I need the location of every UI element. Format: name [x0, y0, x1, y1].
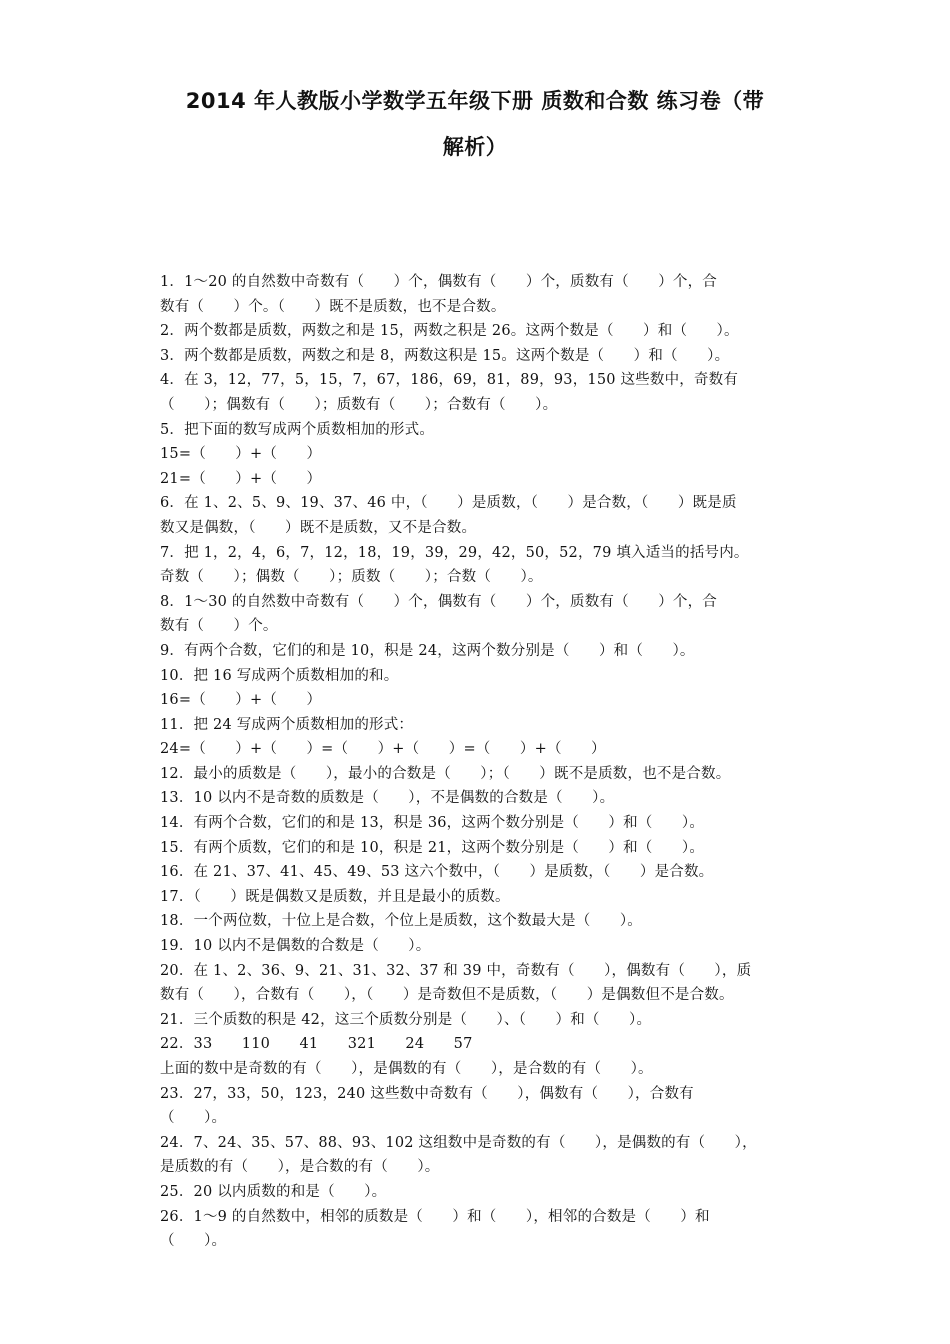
question-line: （ ）。 — [160, 1110, 227, 1127]
question-line: 16=（ ）+（ ） — [160, 692, 322, 709]
document-title — [150, 78, 800, 170]
question-line: 8．1～30 的自然数中奇数有（ ）个，偶数有（ ）个，质数有（ ）个，合 — [160, 593, 718, 610]
question-line: 21．三个质数的积是 42，这三个质数分别是（ ）、（ ）和（ ）。 — [160, 1011, 652, 1028]
question-line: 11．把 24 写成两个质数相加的形式： — [160, 716, 414, 733]
question-line: 14．有两个合数，它们的和是 13，积是 36，这两个数分别是（ ）和（ ）。 — [160, 815, 705, 832]
title-line-2: 解析） — [442, 135, 508, 159]
question-line: 12．最小的质数是（ ），最小的合数是（ ）；（ ）既不是质数，也不是合数。 — [160, 765, 731, 782]
question-line: 9．有两个合数，它们的和是 10，积是 24，这两个数分别是（ ）和（ ）。 — [160, 642, 695, 659]
question-line: 数有（ ）个。（ ）既不是质数，也不是合数。 — [160, 298, 506, 315]
question-line: 5．把下面的数写成两个质数相加的形式。 — [160, 421, 435, 438]
question-line: 21=（ ）+（ ） — [160, 470, 322, 487]
question-line: 10．把 16 写成两个质数相加的和。 — [160, 667, 399, 684]
question-line: 1．1～20 的自然数中奇数有（ ）个，偶数有（ ）个，质数有（ ）个，合 — [160, 274, 718, 290]
question-list — [160, 270, 800, 1254]
question-line: 20．在 1、2、36、9、21、31、32、37 和 39 中，奇数有（ ），偶数有（ ），质 — [160, 962, 752, 979]
question-line: 23．27，33，50，123，240 这些数中奇数有（ ），偶数有（ ），合数有 — [160, 1085, 694, 1102]
question-line: 13．10 以内不是奇数的质数是（ ），不是偶数的合数是（ ）。 — [160, 790, 615, 807]
question-line: 15．有两个质数，它们的和是 10，积是 21，这两个数分别是（ ）和（ ）。 — [160, 839, 705, 856]
title-line-1: 2014 年人教版小学数学五年级下册 质数和合数 练习卷（带 — [185, 89, 765, 113]
question-line: 6．在 1、2、5、9、19、37、46 中，（ ）是质数，（ ）是合数，（ ）既是质 — [160, 495, 737, 512]
question-line: 17．（ ）既是偶数又是质数，并且是最小的质数。 — [160, 888, 510, 905]
question-line: 3．两个数都是质数，两数之和是 8，两数这积是 15。这两个数是（ ）和（ ）。 — [160, 347, 730, 364]
question-line: 7．把 1，2，4，6，7，12，18，19，39，29，42，50，52，79 填入适当的括号内。 — [160, 544, 749, 561]
question-line: 22．33 110 41 321 24 57 — [160, 1036, 473, 1053]
question-line: 是质数的有（ ），是合数的有（ ）。 — [160, 1159, 440, 1176]
question-line: 数又是偶数，（ ）既不是质数，又不是合数。 — [160, 519, 477, 536]
question-line: 2．两个数都是质数，两数之和是 15，两数之积是 26。这两个数是（ ）和（ ）。 — [160, 323, 739, 340]
question-line: 数有（ ）个。 — [160, 618, 278, 635]
question-line: 4．在 3，12，77，5，15，7，67，186，69，81，89，93，150 这些数中，奇数有 — [160, 372, 739, 389]
question-line: 18．一个两位数，十位上是合数，个位上是质数，这个数最大是（ ）。 — [160, 913, 642, 930]
question-line: 26．1～9 的自然数中，相邻的质数是（ ）和（ ），相邻的合数是（ ）和 — [160, 1208, 710, 1225]
question-line: （ ）。 — [160, 1233, 227, 1250]
question-line: 24=（ ）+（ ）=（ ）+（ ）=（ ）+（ ） — [160, 741, 606, 758]
question-line: 19．10 以内不是偶数的合数是（ ）。 — [160, 938, 431, 955]
question-line: 奇数（ ）；偶数（ ）；质数（ ）；合数（ ）。 — [160, 569, 543, 586]
question-line: 24．7、24、35、57、88、93、102 这组数中是奇数的有（ ），是偶数的有（ ）， — [160, 1134, 757, 1151]
question-line: 数有（ ），合数有（ ），（ ）是奇数但不是质数，（ ）是偶数但不是合数。 — [160, 987, 734, 1004]
question-line: 上面的数中是奇数的有（ ），是偶数的有（ ），是合数的有（ ）。 — [160, 1061, 653, 1077]
question-line: 15=（ ）+（ ） — [160, 446, 322, 463]
question-line: 25．20 以内质数的和是（ ）。 — [160, 1183, 387, 1200]
question-line: 16．在 21、37、41、45、49、53 这六个数中，（ ）是质数，（ ）是合数。 — [160, 864, 714, 881]
question-line: （ ）；偶数有（ ）；质数有（ ）；合数有（ ）。 — [160, 396, 558, 413]
